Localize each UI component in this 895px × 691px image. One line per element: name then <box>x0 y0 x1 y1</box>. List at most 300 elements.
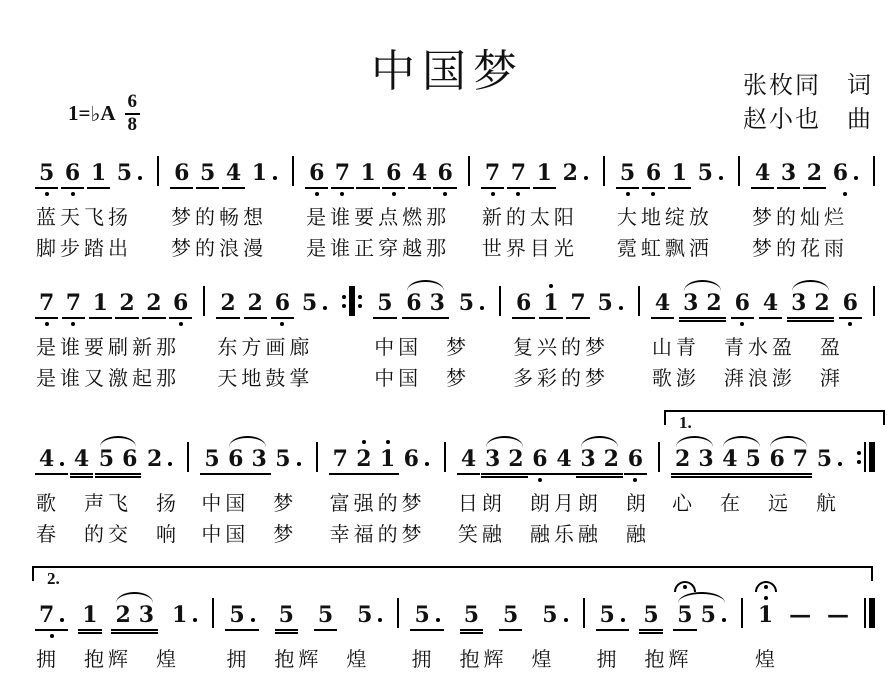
note-pitch: 1 <box>172 602 188 628</box>
low-octave-dot <box>516 192 520 196</box>
note-pitch: 4 <box>754 160 771 186</box>
notation-row <box>476 150 597 198</box>
augmentation-dot <box>719 176 723 180</box>
note-pitch: 5 <box>502 602 519 628</box>
note-pitch: 5 <box>677 602 693 628</box>
notation-row <box>30 436 181 484</box>
note-pitch: 7 <box>570 290 586 316</box>
barline <box>157 154 159 188</box>
note-pitch: 5 <box>98 446 115 472</box>
measure <box>666 413 851 524</box>
note <box>785 602 815 629</box>
note-pitch: 1 <box>757 602 774 628</box>
note <box>594 290 627 317</box>
note <box>329 446 352 475</box>
note <box>803 160 826 189</box>
augmentation-dot <box>60 462 64 466</box>
notation-row <box>749 592 858 640</box>
note <box>694 160 727 187</box>
low-octave-dot <box>315 192 319 196</box>
measure <box>746 150 867 260</box>
note <box>248 160 281 187</box>
note-pitch: 5 <box>414 602 430 628</box>
note <box>35 602 68 631</box>
notation-row <box>165 150 286 198</box>
lyric-line: 是谁要点燃那 <box>306 207 451 229</box>
measures-row <box>30 150 881 260</box>
music-system <box>30 410 881 546</box>
note-pitch: 6 <box>842 290 858 316</box>
note-pitch: 4 <box>654 290 671 316</box>
note <box>135 602 158 631</box>
volta-bracket <box>32 566 873 588</box>
note <box>751 160 774 189</box>
note-pitch: 3 <box>791 290 807 316</box>
lyric-line: 东方画廊 <box>217 337 314 359</box>
note-pitch: 2 <box>706 290 722 316</box>
note-pitch: 7 <box>65 290 82 316</box>
note-pitch: 3 <box>580 446 596 472</box>
lyric-line: 拥 抱辉 <box>596 649 693 671</box>
note <box>668 160 691 189</box>
notation-row <box>507 280 632 328</box>
note <box>559 160 592 187</box>
note <box>552 446 575 475</box>
measure <box>611 150 732 260</box>
notation-row <box>368 280 493 328</box>
note <box>78 602 101 631</box>
barline <box>741 596 743 630</box>
low-octave-dot <box>71 192 75 196</box>
measure <box>591 592 735 671</box>
barline <box>499 284 501 318</box>
slur-group <box>718 446 765 475</box>
note-pitch: 7 <box>39 290 55 316</box>
note <box>839 290 862 319</box>
note-pitch: 1 <box>543 290 559 316</box>
music-system <box>30 280 881 390</box>
measure <box>646 280 867 390</box>
note-pitch: 6 <box>122 446 138 472</box>
volta-label: 2. <box>44 569 63 589</box>
note <box>408 160 431 189</box>
fermata-icon <box>674 581 696 592</box>
note-pitch: 6 <box>386 160 402 186</box>
note-pitch: 5 <box>700 602 716 628</box>
lyric-line: 复兴的梦 <box>513 337 610 359</box>
note <box>35 160 58 189</box>
note <box>356 160 379 189</box>
note <box>382 160 405 189</box>
note <box>481 446 504 475</box>
note <box>433 160 456 189</box>
note <box>576 446 599 475</box>
note <box>829 160 862 187</box>
key-letter: A <box>100 101 116 126</box>
barline <box>397 596 399 630</box>
slur-group <box>679 290 726 319</box>
note <box>410 602 443 631</box>
note <box>455 290 488 317</box>
note <box>642 160 665 189</box>
measure <box>30 436 181 546</box>
note-pitch: 5 <box>229 602 245 628</box>
note <box>353 602 386 629</box>
note <box>426 290 449 319</box>
barline <box>468 154 470 188</box>
notation-row <box>452 436 652 484</box>
note <box>777 160 800 189</box>
note-pitch: 6 <box>532 446 548 472</box>
note <box>247 446 270 475</box>
note-pitch: 1 <box>90 160 107 186</box>
note <box>111 602 134 631</box>
slur-group <box>95 446 142 475</box>
note-pitch: 5 <box>278 602 294 628</box>
note-pitch: 4 <box>762 290 779 316</box>
repeat-dots <box>358 286 362 316</box>
note <box>224 446 247 475</box>
note-pitch: 6 <box>406 290 422 316</box>
lyric-line: 梦的灿烂 <box>751 207 848 229</box>
augmentation-dot <box>251 618 255 622</box>
slur-group <box>481 446 528 475</box>
note <box>504 446 527 475</box>
meter-numerator: 6 <box>125 92 141 115</box>
lyric-line: 是谁正穿越那 <box>306 238 451 260</box>
note <box>169 290 192 319</box>
lyric-line: 心 在 远 航 <box>672 493 840 515</box>
note-pitch: 5 <box>458 290 474 316</box>
note-pitch: 1 <box>92 290 108 316</box>
lyric-line: 幸福的梦 <box>329 524 426 546</box>
lyric-line: 日朗 朗月朗 朗 <box>457 493 650 515</box>
note-pitch: 2 <box>247 290 263 316</box>
note <box>765 446 788 475</box>
barline <box>873 284 875 318</box>
note-pitch: 2 <box>508 446 524 472</box>
low-octave-dot <box>45 322 49 326</box>
augmentation-dot <box>168 462 172 466</box>
low-octave-dot <box>491 192 495 196</box>
note-pitch: 5 <box>542 602 558 628</box>
note-pitch: 7 <box>792 446 809 472</box>
lyric-line: 笑融 融乐融 融 <box>457 524 650 546</box>
lyric-line: 中国 梦 <box>201 493 298 515</box>
barline <box>212 596 214 630</box>
augmentation-dot <box>273 176 277 180</box>
lyric-line: 拥 抱辉 煌 <box>226 649 371 671</box>
lyric-line: 富强的梦 <box>329 493 426 515</box>
augmentation-dot <box>60 618 64 622</box>
slur-group <box>224 446 271 475</box>
note-pitch: 6 <box>769 446 785 472</box>
note <box>823 602 853 629</box>
note-pitch: 6 <box>174 160 190 186</box>
note-pitch: 6 <box>309 160 325 186</box>
augmentation-dot <box>564 618 568 622</box>
lyric-line: 中国 梦 <box>374 368 471 390</box>
note <box>216 290 239 319</box>
note <box>679 290 702 319</box>
lyric-line: 歌 声飞 扬 <box>36 493 180 515</box>
low-octave-dot <box>848 322 852 326</box>
barline <box>316 440 318 474</box>
low-octave-dot <box>392 192 396 196</box>
measure <box>368 280 493 390</box>
augmentation-dot <box>619 306 623 310</box>
repeat-barline <box>857 440 875 474</box>
notation-row <box>666 436 851 484</box>
note <box>481 160 504 189</box>
low-octave-dot <box>340 192 344 196</box>
note-pitch: 2 <box>675 446 691 472</box>
augmentation-dot <box>621 618 625 622</box>
note <box>331 160 354 189</box>
note-pitch: 2 <box>119 290 135 316</box>
measure <box>452 436 652 546</box>
measure <box>324 436 438 546</box>
augmentation-dot <box>436 618 440 622</box>
low-octave-dot <box>843 192 847 196</box>
note-pitch: 2 <box>356 446 372 472</box>
key-prefix: 1= <box>68 101 91 126</box>
note-pitch: 6 <box>403 446 419 472</box>
note-pitch: 3 <box>138 602 155 628</box>
note <box>95 446 118 475</box>
note-pitch: 6 <box>228 446 244 472</box>
augmentation-dot <box>722 618 726 622</box>
lyric-line: 拥 抱辉 煌 <box>411 649 556 671</box>
augmentation-dot <box>297 462 301 466</box>
note-pitch: 5 <box>357 602 373 628</box>
barline <box>738 154 740 188</box>
augmentation-dot <box>323 306 327 310</box>
note-pitch: 5 <box>116 160 133 186</box>
time-signature <box>125 92 141 136</box>
note-pitch: — <box>789 602 812 628</box>
note-pitch: 1 <box>82 602 98 628</box>
lyric-line: 蓝天飞扬 <box>36 207 132 229</box>
lyric-line: 煌 <box>754 649 779 671</box>
music-system <box>30 150 881 260</box>
note <box>62 290 85 319</box>
note <box>499 602 522 631</box>
lyric-line: 新的太阳 <box>481 207 578 229</box>
measure <box>195 436 309 546</box>
note <box>616 160 639 189</box>
note-pitch: 6 <box>516 290 532 316</box>
note <box>168 602 201 629</box>
slur-group <box>673 602 730 631</box>
slur-group <box>402 290 449 319</box>
notation-row <box>30 592 206 640</box>
barline <box>638 284 640 318</box>
lyric-line: 天地鼓掌 <box>217 368 314 390</box>
music-system <box>30 566 881 671</box>
note <box>624 446 647 475</box>
note <box>697 602 730 629</box>
note-pitch: 5 <box>745 446 761 472</box>
measures-row <box>30 592 881 671</box>
measures-row <box>30 413 881 546</box>
note <box>600 446 623 475</box>
note <box>305 160 328 189</box>
notation-row <box>324 436 438 484</box>
slur-group <box>787 290 834 319</box>
note <box>533 160 556 189</box>
note <box>566 290 589 319</box>
augmentation-dot <box>378 618 382 622</box>
note-pitch: 3 <box>698 446 714 472</box>
note-pitch: 1 <box>671 160 688 186</box>
note <box>742 446 765 475</box>
augmentation-dot <box>584 176 588 180</box>
lyric-line: 山青 青水盈 盈 <box>651 337 844 359</box>
key-signature <box>68 92 140 136</box>
lyric-line: 世界目光 <box>481 238 578 260</box>
note-pitch: 7 <box>484 160 501 186</box>
volta-bracket <box>664 410 885 432</box>
note-pitch: 2 <box>562 160 578 186</box>
note-pitch: 5 <box>619 160 636 186</box>
note <box>352 446 375 475</box>
note-pitch: 4 <box>556 446 572 472</box>
high-octave-dot <box>362 440 366 444</box>
note-pitch: 2 <box>220 290 236 316</box>
barline <box>292 154 294 188</box>
note <box>200 446 223 475</box>
volta-label: 1. <box>676 413 695 433</box>
notation-row <box>300 150 462 198</box>
lyric-line: 脚步踏出 <box>36 238 132 260</box>
note <box>507 160 530 189</box>
augmentation-dot <box>480 306 484 310</box>
lyric-line: 拥 抱辉 煌 <box>36 649 180 671</box>
note <box>402 290 425 319</box>
note <box>718 446 741 475</box>
note <box>275 602 298 631</box>
low-octave-dot <box>443 192 447 196</box>
note <box>271 290 294 319</box>
notation-row <box>220 592 391 640</box>
note-pitch: 6 <box>172 290 189 316</box>
song-title: 中国梦 <box>371 47 524 97</box>
note <box>789 446 812 475</box>
note <box>142 290 165 319</box>
low-octave-dot <box>50 634 54 638</box>
note-pitch: 2 <box>146 446 163 472</box>
low-octave-dot <box>179 322 183 326</box>
notation-row <box>211 280 336 328</box>
note-pitch: 4 <box>722 446 738 472</box>
barline <box>603 154 605 188</box>
notation-row <box>746 150 867 198</box>
lyric-line: 梦的浪漫 <box>171 238 268 260</box>
note <box>810 290 833 319</box>
high-octave-dot <box>549 284 553 288</box>
lyric-line: 是谁又激起那 <box>36 368 180 390</box>
note-pitch: 2 <box>115 602 131 628</box>
note <box>596 602 629 631</box>
note-pitch: 6 <box>627 446 643 472</box>
repeat-dots <box>342 286 346 316</box>
final-barline <box>864 596 875 630</box>
note <box>702 290 725 319</box>
low-octave-dot <box>45 192 49 196</box>
note-pitch: 4 <box>225 160 242 186</box>
measure <box>300 150 462 260</box>
note-pitch: 1 <box>360 160 376 186</box>
note-pitch: 1 <box>251 160 268 186</box>
note <box>754 602 777 629</box>
barline <box>873 154 875 188</box>
measure <box>30 150 151 260</box>
lyric-line: 春 的交 响 <box>36 524 180 546</box>
barline <box>187 440 189 474</box>
measure <box>476 150 597 260</box>
flat-icon: ♭ <box>90 101 101 126</box>
measure <box>220 592 391 671</box>
note-pitch: 7 <box>39 602 55 628</box>
note-pitch: 5 <box>463 602 480 628</box>
note-pitch: 5 <box>597 290 613 316</box>
measure <box>507 280 632 390</box>
note-pitch: 6 <box>274 290 291 316</box>
slur-group <box>111 602 158 631</box>
low-octave-dot <box>651 192 655 196</box>
note-pitch: 1 <box>379 446 396 472</box>
lyric-line: 大地绽放 <box>616 207 713 229</box>
note <box>196 160 219 189</box>
note-pitch: 4 <box>411 160 428 186</box>
note-pitch: 2 <box>806 160 823 186</box>
note <box>731 290 754 319</box>
note-pitch: 5 <box>816 446 833 472</box>
note-pitch: 3 <box>484 446 501 472</box>
note <box>170 160 193 189</box>
score <box>30 150 881 691</box>
composer-credit: 赵小也 曲 <box>743 106 873 133</box>
lyric-line: 中国 梦 <box>201 524 298 546</box>
note-pitch: 1 <box>536 160 552 186</box>
lyric-line: 是谁要刷新那 <box>36 337 180 359</box>
note-pitch: 3 <box>251 446 267 472</box>
note <box>639 602 662 631</box>
notation-row <box>646 280 867 328</box>
high-octave-dot <box>764 596 768 600</box>
lyric-line: 霓虹飘洒 <box>616 238 713 260</box>
note-pitch: 4 <box>73 446 90 472</box>
note <box>512 290 535 319</box>
note <box>460 602 483 631</box>
note-pitch: 5 <box>204 446 220 472</box>
repeat-dots <box>857 442 861 472</box>
barline <box>658 440 660 474</box>
note <box>813 446 846 473</box>
notation-row <box>30 280 197 328</box>
measure <box>30 592 206 671</box>
measure <box>405 592 576 671</box>
high-octave-dot <box>386 440 390 444</box>
note-pitch: 5 <box>301 290 318 316</box>
augmentation-dot <box>193 618 197 622</box>
note <box>35 290 58 319</box>
note-pitch: 2 <box>603 446 619 472</box>
measures-row <box>30 280 881 390</box>
note <box>539 290 562 319</box>
lyricist-credit: 张枚同 词 <box>743 73 873 99</box>
